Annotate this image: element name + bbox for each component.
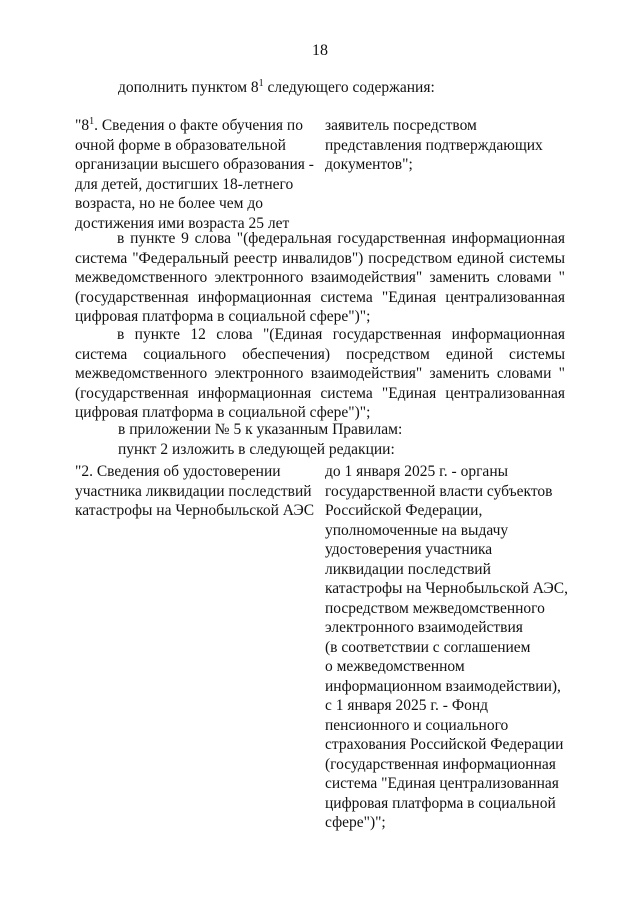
table1-left-first-text-end: . Сведения о факте обучения по <box>94 117 303 134</box>
table2-left-row: участника ликвидации последствий <box>75 482 312 500</box>
table2-right-row: ликвидации последствий <box>325 560 491 578</box>
table2-right-row: о межведомственном <box>325 658 465 675</box>
table2-right-row: страхования Российской Федерации <box>325 736 564 753</box>
table2-right-row: до 1 января 2025 г. - органы <box>325 463 509 480</box>
table1-left-column <box>75 116 314 233</box>
table1-right-row: документов"; <box>325 156 413 173</box>
table1-left-row: очной форме в образовательной <box>75 136 286 154</box>
table2-right-row: с 1 января 2025 г. - Фонд <box>325 697 488 714</box>
table2-right-row: посредством межведомственного <box>325 599 545 617</box>
table1-left-first-text: "8 <box>75 117 90 134</box>
point-2-line: пункт 2 изложить в следующей редакции: <box>118 441 395 458</box>
table1-superscript: 1 <box>89 116 95 127</box>
table2-right-row: Российской Федерации, <box>325 502 483 519</box>
table1-right-column <box>325 116 543 175</box>
intro-text: дополнить пунктом 8 <box>118 79 259 96</box>
table2-left-row: катастрофы на Чернобыльской АЭС <box>75 502 315 519</box>
table2-right-row: уполномоченные на выдачу <box>325 521 509 539</box>
table2-right-row: пенсионного и социального <box>325 716 509 734</box>
table2-right-row: государственной власти субъектов <box>325 482 553 500</box>
intro-text-end: следующего содержания: <box>263 79 435 96</box>
table1-left-first-row <box>75 116 314 136</box>
table1-left-row: возраста, но не более чем до <box>75 195 263 212</box>
paragraph-point-9: в пункте 9 слова "(федеральная государственная информационная система "Федеральный реестр инвалидов") посредством единой системы межведомственного электронного взаимодействия" заменить словами "(государственная информационная система "Единая централизованная цифровая платформа в социальной сфере")"; <box>75 230 565 325</box>
table2-right-row: катастрофы на Чернобыльской АЭС, <box>325 580 568 597</box>
table1-right-row: представления подтверждающих <box>325 136 543 154</box>
intro-superscript: 1 <box>258 78 264 89</box>
table2-right-row: (государственная информационная <box>325 755 556 773</box>
page-number: 18 <box>312 42 328 59</box>
table1-right-row: заявитель посредством <box>325 117 477 134</box>
table2-left-row: "2. Сведения об удостоверении <box>75 463 281 480</box>
table2-left-column <box>75 462 314 521</box>
table2-right-row: цифровая платформа в социальной <box>325 794 556 812</box>
table2-right-row: сфере")"; <box>325 814 386 831</box>
table2-right-row: электронного взаимодействия <box>325 619 523 636</box>
table2-right-row: (в соответствии с соглашением <box>325 638 531 656</box>
table1-left-row: для детей, достигших 18-летнего <box>75 175 294 193</box>
table1-left-row: организации высшего образования - <box>75 156 314 173</box>
appendix-line: в приложении № 5 к указанным Правилам: <box>118 421 403 438</box>
table2-right-row: информационном взаимодействии), <box>325 677 561 695</box>
intro-line <box>118 78 435 98</box>
table2-right-row: система "Единая централизованная <box>325 775 559 792</box>
table2-right-column <box>325 462 568 833</box>
table2-right-row: удостоверения участника <box>325 541 493 558</box>
paragraph-point-12: в пункте 12 слова "(Единая государственная информационная система социального обеспечения) посредством единой системы межведомственного электронного взаимодействия" заменить словами "(государственная информационная система "Единая централизованная цифровая платформа в социальной сфере")"; <box>75 326 565 421</box>
table1-left-row: достижения ими возраста 25 лет <box>75 214 290 232</box>
